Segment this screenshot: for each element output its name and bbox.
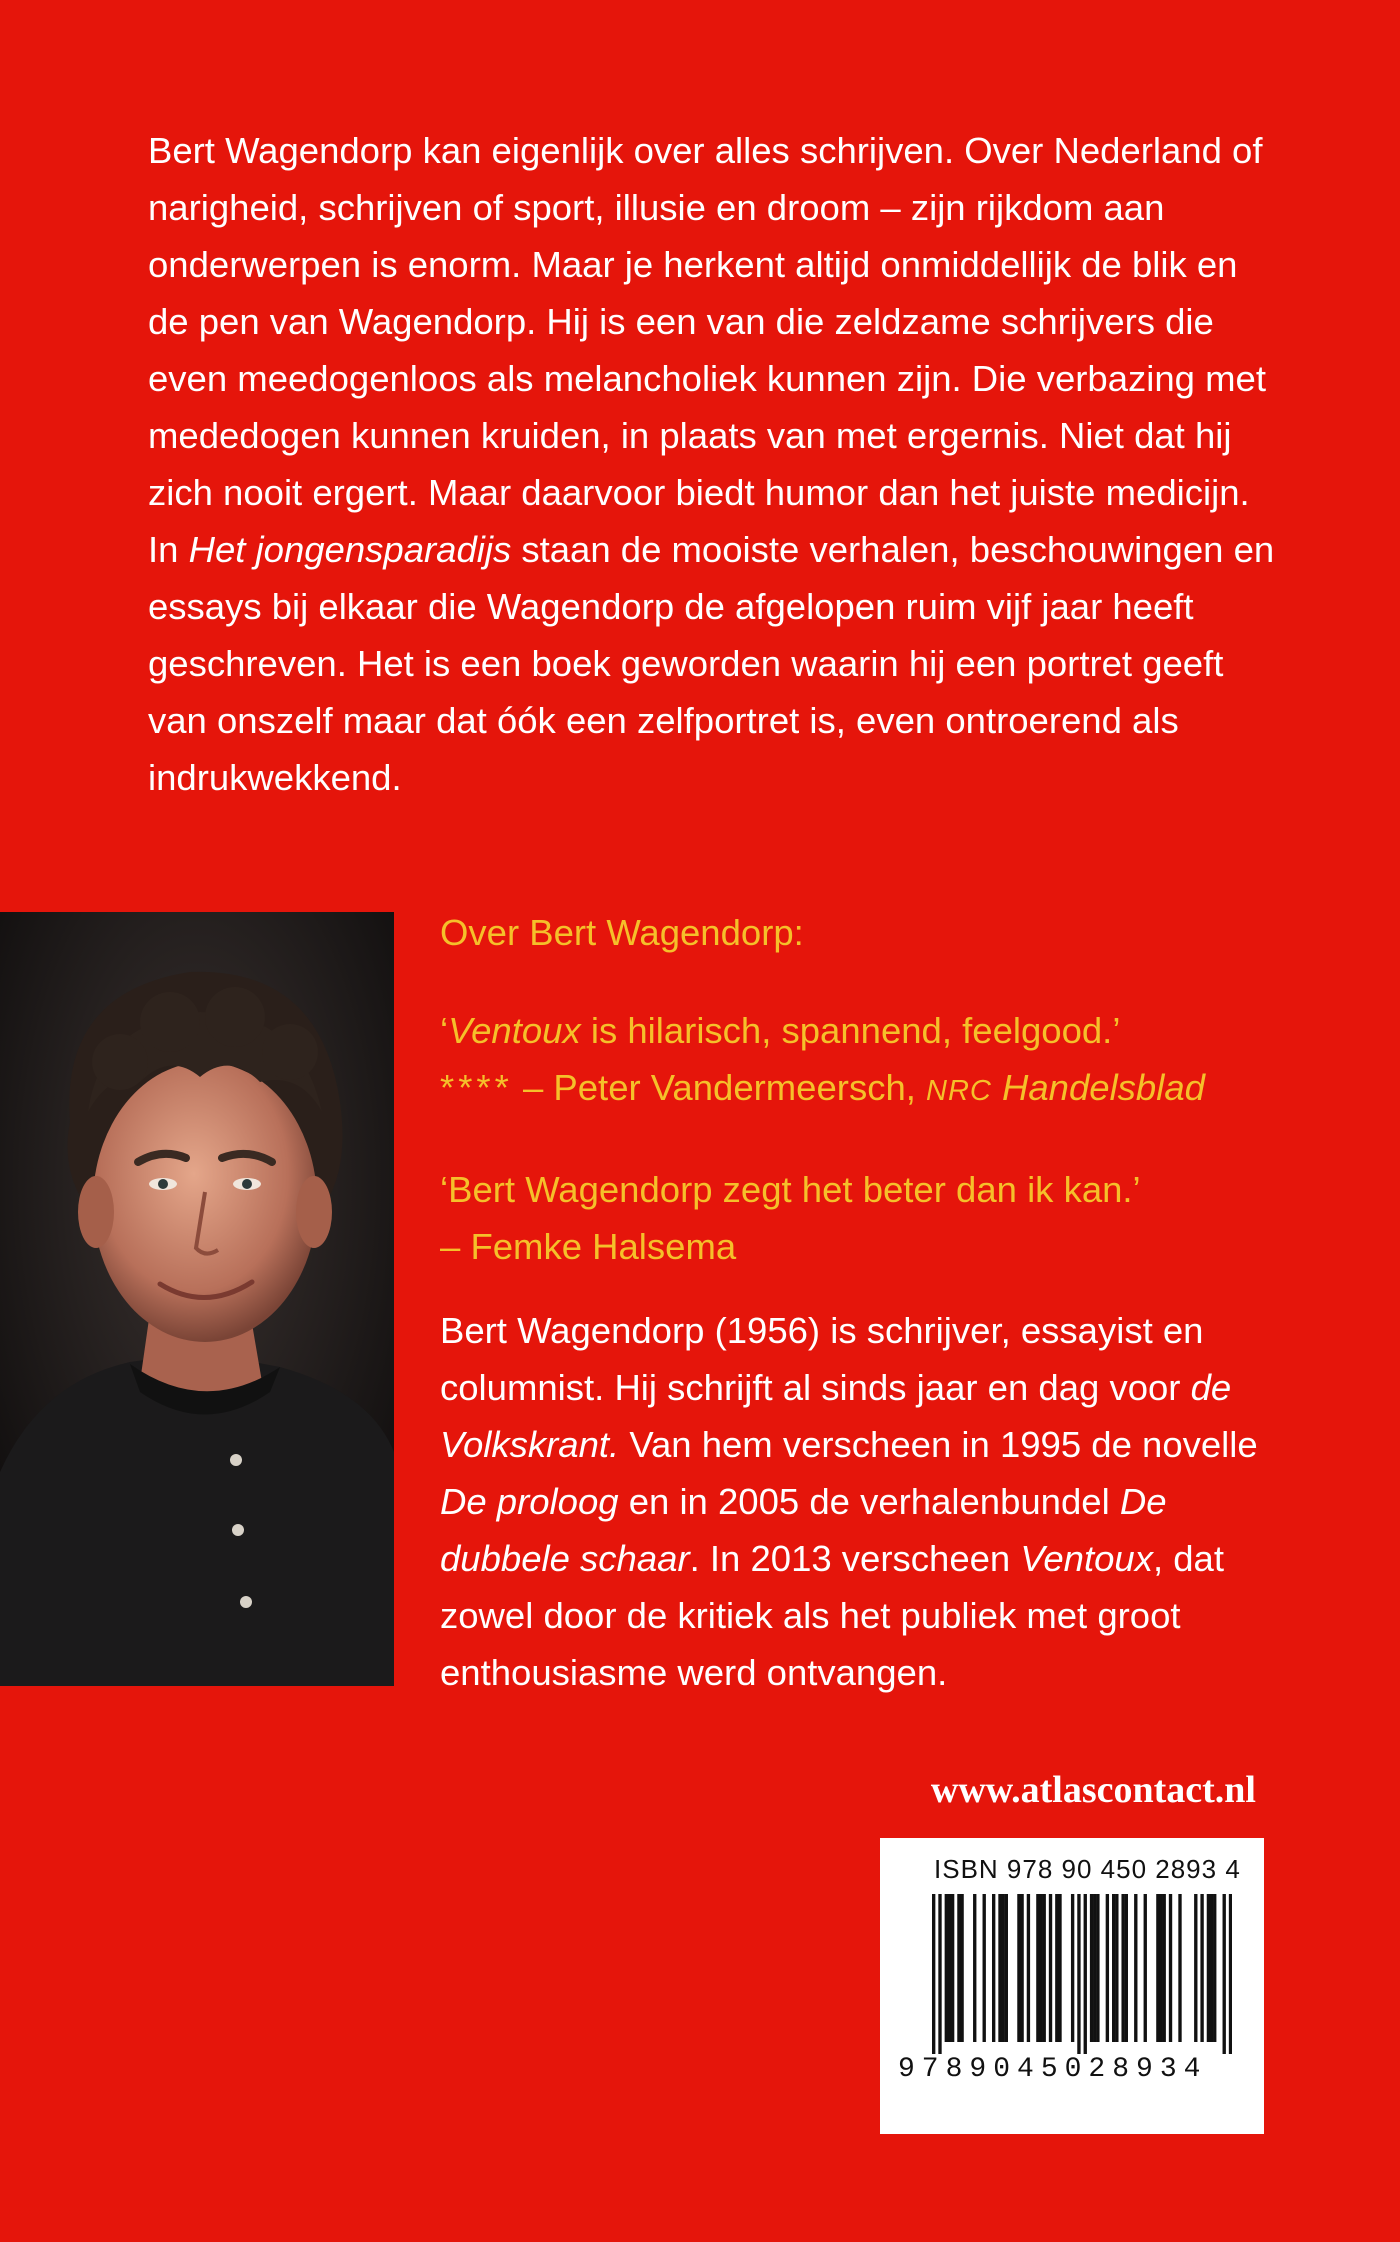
barcode-bar: [1020, 1894, 1023, 2042]
quote-ventoux: [440, 1002, 1300, 1120]
intro-paragraph-2: [148, 521, 1288, 806]
barcode-bar: [1096, 1894, 1099, 2042]
barcode-bar: [945, 1894, 948, 2042]
barcode-bar: [1178, 1894, 1181, 2042]
barcode-bar: [938, 1894, 941, 2054]
barcode-bar: [1039, 1894, 1042, 2042]
barcode-bar: [1036, 1894, 1039, 2042]
barcode-bar: [960, 1894, 963, 2042]
barcode-bar: [1005, 1894, 1008, 2042]
barcode-bar: [1194, 1894, 1197, 2042]
barcode-bar: [1017, 1894, 1020, 2042]
book-title: Het jongensparadijs: [188, 529, 512, 570]
barcode-bar: [1049, 1894, 1052, 2042]
barcode-bar: [998, 1894, 1001, 2042]
quote-source-paper: Handelsblad: [991, 1067, 1205, 1108]
quote-source-nrc: NRC: [926, 1075, 992, 1107]
quote-book-title: Ventoux: [448, 1010, 581, 1051]
bio-newspaper: de Volkskrant.: [440, 1367, 1232, 1465]
barcode-bar: [1163, 1894, 1166, 2042]
quotes-heading: Over Bert Wagendorp:: [440, 912, 804, 953]
barcode-bar: [932, 1894, 935, 2054]
barcode-bar: [1207, 1894, 1210, 2042]
barcode-bar: [973, 1894, 976, 2042]
barcode-bar: [1169, 1894, 1172, 2042]
bio-text-4: . In 2013 verscheen: [689, 1538, 1021, 1579]
ean-digits: 9789045028934: [898, 2054, 1208, 2085]
quote-open-mark: ‘: [440, 1010, 449, 1051]
quote-halsema-text: ‘Bert Wagendorp zegt het beter dan ik kan.’: [440, 1169, 1141, 1210]
intro-p2-end: staan de mooiste verhalen, beschouwingen en essays bij elkaar die Wagendorp de afgelopen ruim vijf jaar heeft geschreven. Het is een boek geworden waarin hij een portret geeft van onszelf maar dat óók een zelfportret is, even ontroerend als indrukwekkend.: [148, 529, 1275, 798]
barcode-bar: [1043, 1894, 1046, 2042]
barcode-bar: [983, 1894, 986, 2042]
barcode-bar: [1071, 1894, 1074, 2042]
barcode-bar: [1134, 1894, 1137, 2042]
barcode-bar: [1093, 1894, 1096, 2042]
barcode-bar: [1058, 1894, 1061, 2042]
intro-p2-start: In: [148, 529, 189, 570]
barcode-bar: [992, 1894, 995, 2042]
bio-text-5: , dat zowel door de kritiek als het publiek met groot enthousiasme werd ontvangen.: [440, 1538, 1224, 1693]
barcode-bar: [1001, 1894, 1004, 2042]
bio-text-2: Van hem verscheen in 1995 de novelle: [619, 1424, 1258, 1465]
barcode-bar: [948, 1894, 951, 2042]
quote-halsema: [440, 1161, 1300, 1275]
isbn-label: ISBN 978 90 450 2893 4: [934, 1854, 1241, 1884]
barcode-bar: [951, 1894, 954, 2042]
barcode-bar: [1106, 1894, 1109, 2042]
barcode-bar: [1121, 1894, 1124, 2042]
quotes-section: [440, 904, 1300, 1275]
barcode-bar: [1229, 1894, 1232, 2054]
barcode-bar: [1200, 1894, 1203, 2042]
bio-text-1: Bert Wagendorp (1956) is schrijver, essayist en columnist. Hij schrijft al sinds jaar en dag voor: [440, 1310, 1204, 1408]
barcode-icon: [932, 1894, 1232, 2054]
publisher-website[interactable]: www.atlascontact.nl: [930, 1769, 1256, 1811]
quote-ventoux-line: [440, 1002, 1300, 1059]
barcode-bar: [1027, 1894, 1030, 2042]
barcode-bar: [1144, 1894, 1147, 2042]
author-bio: [440, 1302, 1300, 1701]
quote-ventoux-source: [440, 1059, 1300, 1120]
author-photo: [0, 912, 394, 1686]
bio-book-3: Ventoux: [1020, 1538, 1153, 1579]
barcode-bar: [1115, 1894, 1118, 2042]
barcode-bar: [1125, 1894, 1128, 2042]
quote-text: is hilarisch, spannend, feelgood.’: [580, 1010, 1121, 1051]
barcode-bar: [1112, 1894, 1115, 2042]
quote-source-name: – Peter Vandermeersch,: [512, 1067, 927, 1108]
barcode-bar: [1159, 1894, 1162, 2042]
barcode-bar: [1077, 1894, 1080, 2054]
barcode-box: [880, 1838, 1264, 2134]
barcode-bar: [1223, 1894, 1226, 2054]
intro-text: [148, 122, 1288, 806]
bio-book-1: De proloog: [440, 1481, 619, 1522]
barcode-bar: [1213, 1894, 1216, 2042]
rating-stars: ****: [440, 1067, 513, 1108]
barcode-bar: [957, 1894, 960, 2042]
barcode-bar: [1156, 1894, 1159, 2042]
bio-book-2: De dubbele schaar: [440, 1481, 1167, 1579]
barcode-bar: [1210, 1894, 1213, 2042]
barcode-bar: [1084, 1894, 1087, 2054]
barcode-bar: [1090, 1894, 1093, 2042]
bio-text-3: en in 2005 de verhalenbundel: [618, 1481, 1120, 1522]
quote-halsema-source: – Femke Halsema: [440, 1226, 737, 1267]
intro-paragraph-1: Bert Wagendorp kan eigenlijk over alles schrijven. Over Nederland of narigheid, schrijven of sport, illusie en droom – zijn rijkdom aan onderwerpen is enorm. Maar je herkent altijd onmiddellijk de blik en de pen van Wagendorp. Hij is een van die zeldzame schrijvers die even meedogenloos als melancholiek kunnen zijn. Die verbazing met mededogen kunnen kruiden, in plaats van met ergernis. Niet dat hij zich nooit ergert. Maar daarvoor biedt humor dan het juiste medicijn.: [148, 130, 1266, 513]
barcode-bar: [1055, 1894, 1058, 2042]
